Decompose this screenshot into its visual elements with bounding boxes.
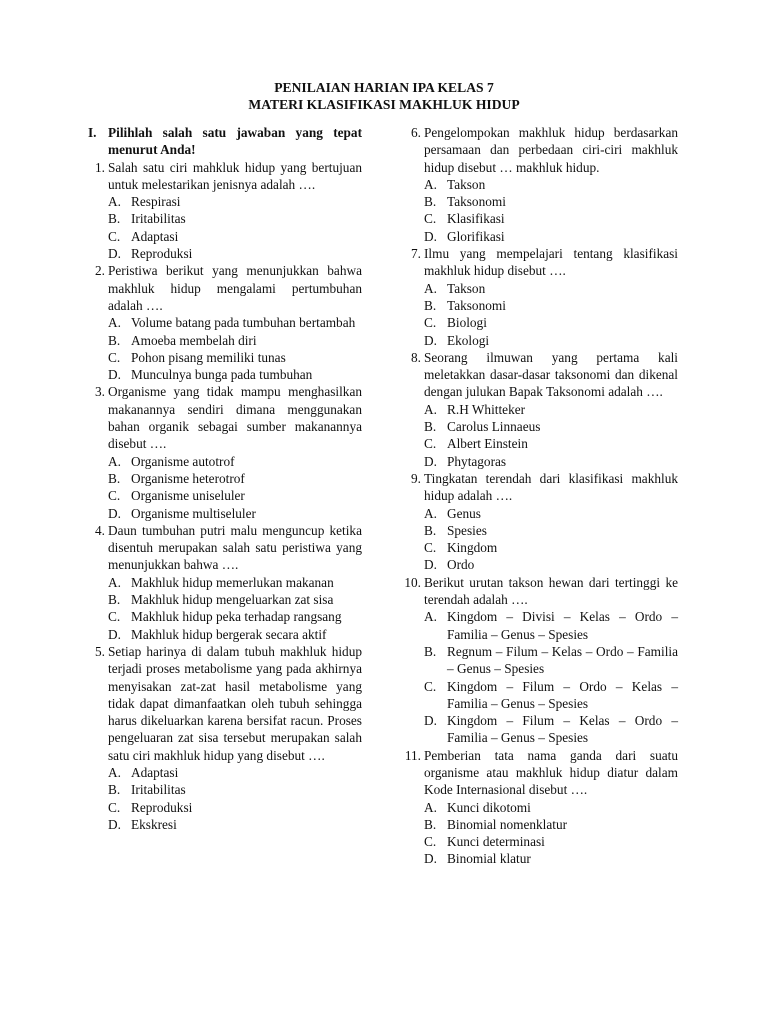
- option-letter: A.: [424, 609, 437, 625]
- question-list-right: [400, 124, 678, 868]
- option-letter: C.: [424, 315, 437, 331]
- question-text: Daun tumbuhan putri malu menguncup ketika disentuh merupakan salah satu peristiwa yang menunjukkan bahwa ….: [108, 522, 362, 573]
- option-text: Munculnya bunga pada tumbuhan: [131, 367, 313, 383]
- option-letter: C.: [108, 228, 121, 244]
- option-letter: A.: [424, 799, 437, 815]
- option-list: [424, 176, 678, 245]
- answer-option: [108, 608, 362, 625]
- option-text: Glorifikasi: [447, 228, 505, 244]
- answer-option: [108, 332, 362, 349]
- answer-option: [108, 366, 362, 383]
- answer-option: [108, 314, 362, 331]
- option-letter: B.: [108, 592, 121, 608]
- answer-option: [424, 816, 678, 833]
- option-text: Organisme heterotrof: [131, 470, 245, 486]
- section-number: I.: [88, 125, 97, 140]
- answer-option: [424, 539, 678, 556]
- answer-option: [424, 228, 678, 245]
- option-letter: C.: [424, 540, 437, 556]
- answer-option: [108, 193, 362, 210]
- answer-option: [424, 297, 678, 314]
- answer-option: [424, 522, 678, 539]
- left-column: [88, 124, 362, 833]
- answer-option: [108, 505, 362, 522]
- option-text: Volume batang pada tumbuhan bertambah: [131, 315, 356, 331]
- question-number: 10.: [404, 574, 421, 590]
- option-letter: C.: [108, 349, 121, 365]
- option-text: Makhluk hidup mengeluarkan zat sisa: [131, 592, 334, 608]
- option-letter: D.: [108, 367, 121, 383]
- answer-option: [108, 764, 362, 781]
- option-list: [424, 608, 678, 746]
- answer-option: [424, 608, 678, 643]
- option-letter: C.: [424, 436, 437, 452]
- answer-option: [108, 245, 362, 262]
- option-text: Reproduksi: [131, 799, 193, 815]
- question-text: Tingkatan terendah dari klasifikasi makhluk hidup adalah ….: [424, 470, 678, 504]
- option-text: Kingdom – Divisi – Kelas – Ordo – Familia – Genus – Spesies: [447, 609, 678, 642]
- option-letter: B.: [424, 816, 437, 832]
- option-letter: C.: [108, 799, 121, 815]
- answer-option: [424, 332, 678, 349]
- option-text: Pohon pisang memiliki tunas: [131, 349, 286, 365]
- answer-option: [424, 418, 678, 435]
- option-text: Phytagoras: [447, 453, 507, 469]
- answer-option: [108, 349, 362, 366]
- option-text: Reproduksi: [131, 246, 193, 262]
- option-text: Makhluk hidup bergerak secara aktif: [131, 626, 327, 642]
- option-letter: C.: [108, 609, 121, 625]
- question-number: 2.: [95, 263, 105, 279]
- answer-option: [424, 678, 678, 713]
- answer-option: [424, 453, 678, 470]
- option-letter: D.: [108, 816, 121, 832]
- answer-option: [424, 314, 678, 331]
- option-text: Kingdom: [447, 540, 498, 556]
- answer-option: [424, 435, 678, 452]
- option-letter: B.: [108, 332, 121, 348]
- option-list: [424, 799, 678, 868]
- question-number: 9.: [411, 470, 421, 486]
- question-text: Berikut urutan takson hewan dari tertinggi ke terendah adalah ….: [424, 574, 678, 608]
- option-letter: A.: [424, 176, 437, 192]
- option-text: Iritabilitas: [131, 782, 186, 798]
- option-letter: B.: [424, 297, 437, 313]
- question-item: [88, 522, 362, 643]
- option-letter: A.: [424, 280, 437, 296]
- option-letter: D.: [108, 246, 121, 262]
- question-number: 1.: [95, 159, 105, 175]
- option-letter: B.: [424, 522, 437, 538]
- option-text: Kingdom – Filum – Kelas – Ordo – Familia – Genus – Spesies: [447, 713, 678, 746]
- option-text: Ekskresi: [131, 816, 177, 832]
- question-item: [88, 262, 362, 383]
- option-letter: A.: [108, 453, 121, 469]
- option-text: Taksonomi: [447, 297, 506, 313]
- option-text: Iritabilitas: [131, 211, 186, 227]
- option-text: Albert Einstein: [447, 436, 528, 452]
- option-text: Kingdom – Filum – Ordo – Kelas – Familia – Genus – Spesies: [447, 678, 678, 711]
- question-number: 3.: [95, 384, 105, 400]
- answer-option: [424, 193, 678, 210]
- option-text: Kunci determinasi: [447, 834, 545, 850]
- option-text: Ordo: [447, 557, 475, 573]
- option-list: [424, 401, 678, 470]
- option-text: Binomial klatur: [447, 851, 531, 867]
- option-text: Takson: [447, 280, 486, 296]
- option-text: Amoeba membelah diri: [131, 332, 257, 348]
- option-letter: D.: [424, 557, 437, 573]
- option-list: [108, 764, 362, 833]
- option-text: Carolus Linnaeus: [447, 419, 541, 435]
- option-text: Regnum – Filum – Kelas – Ordo – Familia – Genus – Spesies: [447, 643, 678, 677]
- option-text: Ekologi: [447, 332, 490, 348]
- option-text: Spesies: [447, 522, 487, 538]
- option-text: Biologi: [447, 315, 487, 331]
- question-text: Peristiwa berikut yang menunjukkan bahwa makhluk hidup mengalami pertumbuhan adalah ….: [108, 263, 362, 313]
- question-item: [88, 159, 362, 263]
- option-letter: B.: [108, 782, 121, 798]
- option-letter: A.: [108, 764, 121, 780]
- answer-option: [424, 833, 678, 850]
- answer-option: [424, 505, 678, 522]
- question-item: [400, 574, 678, 747]
- question-number: 8.: [411, 349, 421, 365]
- question-text: Salah satu ciri mahkluk hidup yang bertujuan untuk melestarikan jenisnya adalah ….: [108, 159, 362, 192]
- option-letter: D.: [424, 851, 437, 867]
- answer-option: [108, 453, 362, 470]
- option-letter: D.: [424, 332, 437, 348]
- answer-option: [108, 470, 362, 487]
- answer-option: [424, 712, 678, 747]
- option-text: Genus: [447, 505, 481, 521]
- answer-option: [108, 799, 362, 816]
- option-letter: C.: [108, 488, 121, 504]
- option-letter: D.: [108, 505, 121, 521]
- answer-option: [108, 574, 362, 591]
- option-text: Adaptasi: [131, 228, 179, 244]
- answer-option: [424, 643, 678, 678]
- option-letter: A.: [108, 315, 121, 331]
- option-text: Binomial nomenklatur: [447, 816, 568, 832]
- option-letter: C.: [424, 678, 437, 694]
- option-text: Klasifikasi: [447, 211, 505, 227]
- option-letter: C.: [424, 211, 437, 227]
- option-letter: D.: [424, 713, 437, 729]
- question-text: Setiap harinya di dalam tubuh makhluk hidup terjadi proses metabolisme yang pada akhirnya menyisakan zat-zat hasil metabolisme yang tidak dapat dimanfaatkan oleh tubuh sehingga harus dikeluarkan karena bersifat racun. Proses pengeluaran zat sisa tersebut merupakan salah satu ciri makhluk hidup yang disebut ….: [108, 643, 362, 763]
- answer-option: [424, 280, 678, 297]
- question-item: [400, 245, 678, 349]
- answer-option: [108, 626, 362, 643]
- option-letter: A.: [108, 574, 121, 590]
- option-text: Kunci dikotomi: [447, 799, 531, 815]
- option-text: Takson: [447, 176, 486, 192]
- question-item: [400, 470, 678, 574]
- question-text: Ilmu yang mempelajari tentang klasifikasi makhluk hidup disebut ….: [424, 246, 678, 279]
- question-item: [400, 349, 678, 470]
- answer-option: [424, 556, 678, 573]
- option-letter: D.: [424, 453, 437, 469]
- answer-option: [108, 210, 362, 227]
- option-list: [424, 280, 678, 349]
- option-letter: A.: [424, 401, 437, 417]
- answer-option: [424, 401, 678, 418]
- answer-option: [108, 816, 362, 833]
- option-list: [108, 193, 362, 262]
- option-list: [108, 574, 362, 643]
- question-item: [400, 747, 678, 868]
- question-number: 7.: [411, 246, 421, 262]
- instruction-text: Pilihlah salah satu jawaban yang tepat menurut Anda!: [108, 125, 362, 158]
- right-column: [400, 124, 678, 868]
- question-item: [88, 383, 362, 521]
- option-letter: B.: [108, 211, 121, 227]
- question-text: Pemberian tata nama ganda dari suatu organisme atau makhluk hidup diatur dalam Kode Internasional disebut ….: [424, 747, 678, 798]
- option-list: [424, 505, 678, 574]
- question-item: [400, 124, 678, 245]
- option-letter: C.: [424, 834, 437, 850]
- answer-option: [424, 210, 678, 227]
- option-text: Respirasi: [131, 194, 181, 210]
- answer-option: [108, 228, 362, 245]
- option-text: Organisme multiseluler: [131, 505, 256, 521]
- option-text: Makhluk hidup memerlukan makanan: [131, 574, 334, 590]
- option-letter: B.: [108, 470, 121, 486]
- answer-option: [424, 799, 678, 816]
- answer-option: [424, 850, 678, 867]
- question-text: Pengelompokan makhluk hidup berdasarkan persamaan dan perbedaan ciri-ciri makhluk hidup disebut … makhluk hidup.: [424, 125, 678, 175]
- question-text: Seorang ilmuwan yang pertama kali meletakkan dasar-dasar taksonomi dan dikenal dengan julukan Bapak Taksonomi adalah ….: [424, 349, 678, 400]
- option-letter: D.: [108, 626, 121, 642]
- question-number: 5.: [95, 643, 105, 659]
- option-list: [108, 314, 362, 383]
- option-letter: D.: [424, 228, 437, 244]
- option-text: Organisme uniseluler: [131, 488, 245, 504]
- answer-option: [424, 176, 678, 193]
- option-letter: B.: [424, 643, 437, 659]
- option-list: [108, 453, 362, 522]
- answer-option: [108, 591, 362, 608]
- option-text: Taksonomi: [447, 194, 506, 210]
- question-number: 6.: [411, 125, 421, 140]
- option-text: R.H Whitteker: [447, 401, 526, 417]
- option-text: Adaptasi: [131, 764, 179, 780]
- option-text: Organisme autotrof: [131, 453, 235, 469]
- question-list-left: [88, 159, 362, 834]
- option-letter: A.: [108, 194, 121, 210]
- title-line-2: MATERI KLASIFIKASI MAKHLUK HIDUP: [248, 97, 520, 112]
- option-letter: B.: [424, 194, 437, 210]
- question-number: 11.: [404, 747, 421, 763]
- option-letter: B.: [424, 419, 437, 435]
- answer-option: [108, 487, 362, 504]
- section-instruction: [88, 124, 362, 159]
- option-text: Makhluk hidup peka terhadap rangsang: [131, 609, 342, 625]
- question-item: [88, 643, 362, 833]
- title-line-1: PENILAIAN HARIAN IPA KELAS 7: [274, 80, 494, 95]
- answer-option: [108, 781, 362, 798]
- page-title: [0, 79, 768, 113]
- question-text: Organisme yang tidak mampu menghasilkan makanannya sendiri dimana menggunakan bahan organik sebagai sumber makanannya disebut ….: [108, 384, 362, 452]
- question-number: 4.: [95, 522, 105, 538]
- option-letter: A.: [424, 505, 437, 521]
